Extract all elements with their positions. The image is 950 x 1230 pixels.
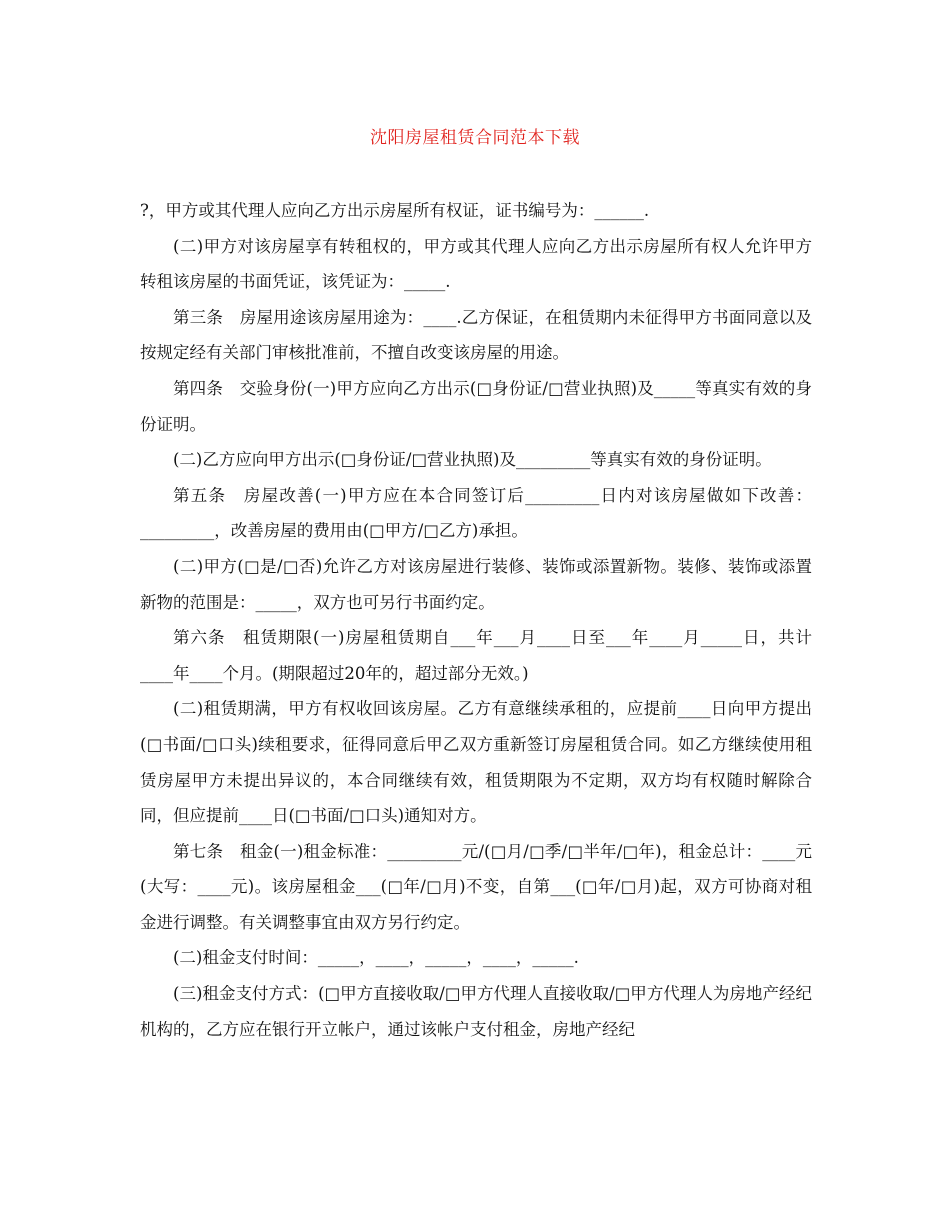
paragraph-article-5-improvement: 第五条 房屋改善(一)甲方应在本合同签订后_________日内对该房屋做如下改善：_________，改善房屋的费用由(□甲方/□乙方)承担。 [140, 485, 812, 541]
paragraph-article-6-term: 第六条 租赁期限(一)房屋租赁期自___年___月____日至___年____月_____日，共计____年____个月。(期限超过20年的，超过部分无效。) [140, 628, 812, 683]
paragraph-article-4-part-2: (二)乙方应向甲方出示(□身份证/□营业执照)及_________等真实有效的身份证明。 [173, 450, 772, 470]
paragraph-property-certificate: ?，甲方或其代理人应向乙方出示房屋所有权证，证书编号为：______. [140, 201, 650, 220]
paragraph-article-3-usage: 第三条 房屋用途该房屋用途为：____.乙方保证，在租赁期内未征得甲方书面同意以及按规定经有关部门审核批准前，不擅自改变该房屋的用途。 [140, 307, 812, 363]
paragraph-article-7-rent: 第七条 租金(一)租金标准：_________元/(□月/□季/□半年/□年)，租金总计：____元(大写：____元)。该房屋租金___(□年/□月)不变，自第___(□年/□月)起，双方可协商对租金进行调整。有关调整事宜由双方另行约定。 [140, 841, 812, 932]
paragraph-article-6-part-2: (二)租赁期满，甲方有权收回该房屋。乙方有意继续承租的，应提前____日向甲方提出(□书面/□口头)续租要求，征得同意后甲乙双方重新签订房屋租赁合同。如乙方继续使用租赁房屋甲方未提出异议的，本合同继续有效，租赁期限为不定期，双方均有权随时解除合同，但应提前____日(□书面/□口头)通知对方。 [140, 699, 812, 826]
contract-body [140, 193, 812, 1047]
paragraph-article-7-payment-method: (三)租金支付方式：(□甲方直接收取/□甲方代理人直接收取/□甲方代理人为房地产经纪机构的，乙方应在银行开立帐户，通过该帐户支付租金，房地产经纪 [140, 984, 812, 1039]
paragraph-sublease-right: (二)甲方对该房屋享有转租权的，甲方或其代理人应向乙方出示房屋所有权人允许甲方转租该房屋的书面凭证，该凭证为：_____. [140, 236, 812, 292]
paragraph-article-4-identity: 第四条 交验身份(一)甲方应向乙方出示(□身份证/□营业执照)及_____等真实有效的身份证明。 [140, 378, 812, 434]
document-title: 沈阳房屋租赁合同范本下载 [370, 128, 580, 148]
paragraph-article-5-part-2: (二)甲方(□是/□否)允许乙方对该房屋进行装修、装饰或添置新物。装修、装饰或添置新物的范围是：_____，双方也可另行书面约定。 [140, 556, 812, 612]
paragraph-article-7-payment-time: (二)租金支付时间：_____，____，_____，____，_____. [173, 948, 579, 968]
